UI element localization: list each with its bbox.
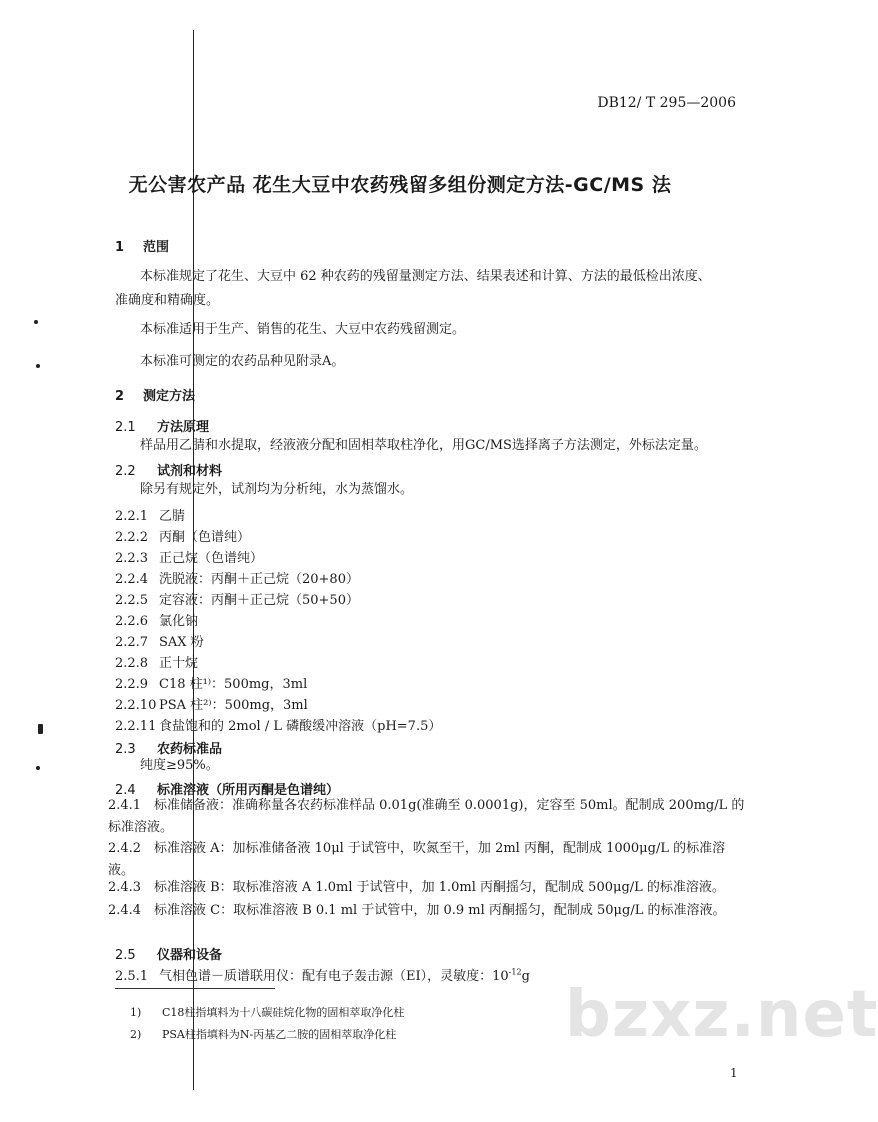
page-title: 无公害农产品 花生大豆中农药残留多组份测定方法-GC/MS 法: [128, 174, 672, 196]
list-item: 2.2.7 SAX 粉: [115, 635, 204, 650]
clause-2-4-1: 2.4.1 标准储备液：准确称量各农药标准样品 0.01g(准确至 0.0001g)，定容至 50ml。配制成 200mg/L 的标准溶液。: [108, 798, 745, 835]
list-item: 2.2.10 PSA 柱²⁾：500mg，3ml: [115, 698, 308, 713]
section-number: 1: [115, 240, 125, 255]
section-title: 范围: [143, 240, 170, 255]
paragraph-line: 准确度和精确度。: [115, 293, 220, 308]
paragraph: 除另有规定外，试剂均为分析纯，水为蒸馏水。: [140, 482, 414, 497]
section-1-heading: [115, 236, 169, 255]
subsection-2-2-heading: 2.2 试剂和材料: [115, 464, 223, 479]
scan-speck: [38, 724, 43, 734]
standard-code: DB12/ T 295—2006: [597, 95, 736, 111]
footnote: 2) PSA柱指填料为N-丙基乙二胺的固相萃取净化柱: [130, 1028, 397, 1041]
subsection-2-3-heading: 2.3 农药标准品: [115, 742, 223, 757]
page-number: 1: [730, 1066, 738, 1080]
watermark: bzxz.net: [565, 978, 878, 1052]
list-item: 2.2.4 洗脱液：丙酮＋正己烷（20+80）: [115, 572, 359, 587]
clause-2-4-4: 2.4.4 标准溶液 C：取标准溶液 B 0.1 ml 于试管中，加 0.9 ml 丙酮摇匀，配制成 50μg/L 的标准溶液。: [108, 903, 726, 918]
list-item: 2.2.5 定容液：丙酮＋正己烷（50+50）: [115, 593, 359, 608]
subsection-2-5-heading: 2.5 仪器和设备: [115, 948, 223, 963]
clause-2-4-2: 2.4.2 标准溶液 A：加标准储备液 10μl 于试管中，吹氮至干，加 2ml 丙酮，配制成 1000μg/L 的标准溶液。: [108, 841, 726, 878]
paragraph: 本标准适用于生产、销售的花生、大豆中农药残留测定。: [140, 322, 466, 337]
scan-speck: [34, 320, 38, 324]
list-item: 2.2.3 正己烷（色谱纯）: [115, 551, 264, 566]
clause-2-4-3: 2.4.3 标准溶液 B：取标准溶液 A 1.0ml 于试管中，加 1.0ml 丙酮摇匀，配制成 500μg/L 的标准溶液。: [108, 880, 725, 895]
subsection-2-1-heading: 2.1 方法原理: [115, 420, 210, 435]
section-title: 测定方法: [143, 389, 196, 404]
footnote: 1) C18柱指填料为十八碳硅烷化物的固相萃取净化柱: [130, 1006, 405, 1019]
footnote-rule: [115, 988, 275, 989]
list-item: 2.2.8 正十烷: [115, 656, 199, 671]
paragraph: 样品用乙腈和水提取，经液液分配和固相萃取柱净化，用GC/MS选择离子方法测定，外标法定量。: [140, 438, 707, 453]
section-2-heading: [115, 385, 195, 404]
section-number: 2: [115, 389, 125, 404]
paragraph: 本标准可测定的农药品种见附录A。: [140, 354, 345, 369]
scan-speck: [36, 766, 40, 770]
list-item: 2.2.9 C18 柱¹⁾：500mg，3ml: [115, 677, 308, 692]
list-item: 2.2.6 氯化钠: [115, 614, 199, 629]
scan-speck: [36, 364, 40, 368]
paragraph: 纯度≥95%。: [140, 758, 219, 773]
list-item: 2.2.11 食盐饱和的 2mol / L 磷酸缓冲溶液（pH=7.5）: [115, 719, 442, 734]
list-item: 2.2.1 乙腈: [115, 509, 186, 524]
list-item: 2.2.2 丙酮（色谱纯）: [115, 530, 251, 545]
paragraph-line: 本标准规定了花生、大豆中 62 种农药的残留量测定方法、结果表述和计算、方法的最低检出浓度、: [140, 269, 711, 284]
clause-2-5-1: 2.5.1 气相色谱－质谱联用仪：配有电子轰击源（EI），灵敏度：$10^{-12}g$: [115, 967, 530, 984]
subsection-2-4-heading: 2.4 标准溶液（所用丙酮是色谱纯）: [115, 783, 340, 798]
